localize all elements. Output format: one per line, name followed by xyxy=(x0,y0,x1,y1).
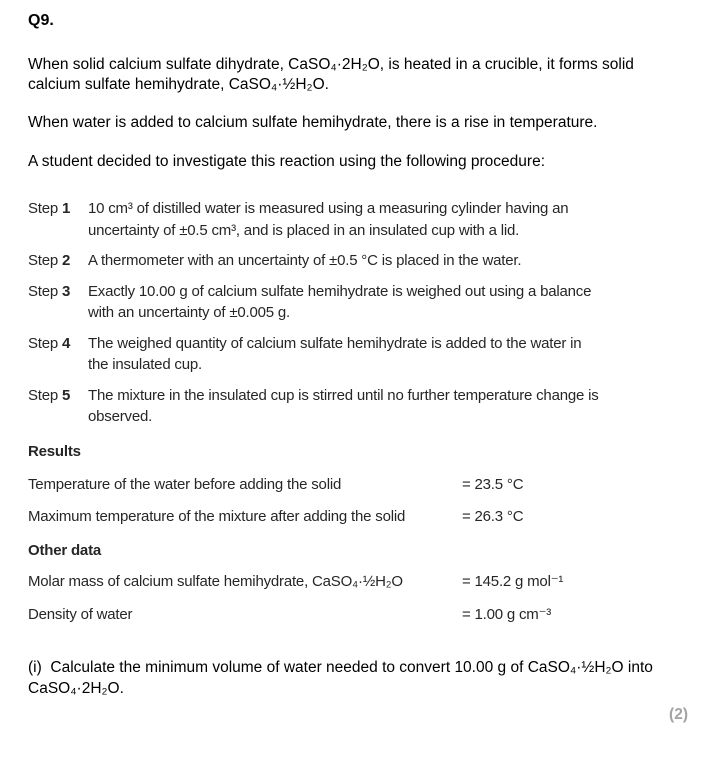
result-row-initial-temperature xyxy=(28,475,690,495)
step-label xyxy=(28,198,88,241)
step-number: 4 xyxy=(62,334,71,352)
procedure-steps xyxy=(28,198,690,428)
intro-paragraph-2: When water is added to calcium sulfate hemihydrate, there is a rise in temperature. xyxy=(28,114,598,131)
step-word: Step xyxy=(28,200,59,217)
step-label xyxy=(28,250,88,272)
procedure-step-2 xyxy=(28,250,690,272)
result-value: = 23.5 °C xyxy=(462,475,524,493)
result-row-maximum-temperature xyxy=(28,507,690,527)
step-number: 1 xyxy=(62,200,71,217)
step-word: Step xyxy=(28,334,59,352)
marks-badge: (2) xyxy=(669,705,688,723)
step-label xyxy=(28,385,88,428)
result-label: Maximum temperature of the mixture after adding the solid xyxy=(28,508,406,525)
results-heading: Results xyxy=(28,442,81,460)
step-word: Step xyxy=(28,252,59,269)
data-value: = 145.2 g mol⁻¹ xyxy=(462,572,564,590)
step-label xyxy=(28,281,88,324)
step-label xyxy=(28,333,88,376)
step-number: 3 xyxy=(62,282,71,300)
step-text: A thermometer with an uncertainty of ±0.5 °C is placed in the water. xyxy=(88,252,522,269)
result-label: Temperature of the water before adding the solid xyxy=(28,475,342,493)
data-label: Molar mass of calcium sulfate hemihydrate, CaSO₄·½H₂O xyxy=(28,572,403,590)
step-word: Step xyxy=(28,282,59,300)
procedure-step-5 xyxy=(28,385,690,428)
question-part-i-text: (i) Calculate the minimum volume of water needed to convert 10.00 g of CaSO₄·½H₂O into CaSO₄·2H₂O. xyxy=(28,658,653,697)
procedure-step-4 xyxy=(28,333,690,376)
data-row-molar-mass xyxy=(28,572,690,592)
step-word: Step xyxy=(28,386,59,404)
result-value: = 26.3 °C xyxy=(462,508,524,525)
data-label: Density of water xyxy=(28,606,133,623)
procedure-step-1 xyxy=(28,198,690,241)
step-number: 2 xyxy=(62,252,71,269)
intro-paragraph-1: When solid calcium sulfate dihydrate, CaSO₄·2H₂O, is heated in a crucible, it forms solid calcium sulfate hemihydrate, CaSO₄·½H₂O. xyxy=(28,56,634,93)
step-text: The mixture in the insulated cup is stirred until no further temperature change is observed. xyxy=(88,386,599,425)
procedure-step-3 xyxy=(28,281,690,324)
step-text: 10 cm³ of distilled water is measured using a measuring cylinder having an uncertainty of ±0.5 cm³, and is placed in an insulated cup with a lid. xyxy=(88,200,569,239)
step-number: 5 xyxy=(62,386,71,404)
data-row-density xyxy=(28,605,690,625)
step-text: Exactly 10.00 g of calcium sulfate hemihydrate is weighed out using a balance with an uncertainty of ±0.005 g. xyxy=(88,282,592,321)
data-value: = 1.00 g cm⁻³ xyxy=(462,606,552,623)
other-data-heading: Other data xyxy=(28,541,102,559)
step-text: The weighed quantity of calcium sulfate hemihydrate is added to the water in the insulated cup. xyxy=(88,334,582,373)
question-number: Q9. xyxy=(28,12,54,29)
intro-paragraph-3: A student decided to investigate this reaction using the following procedure: xyxy=(28,152,545,170)
